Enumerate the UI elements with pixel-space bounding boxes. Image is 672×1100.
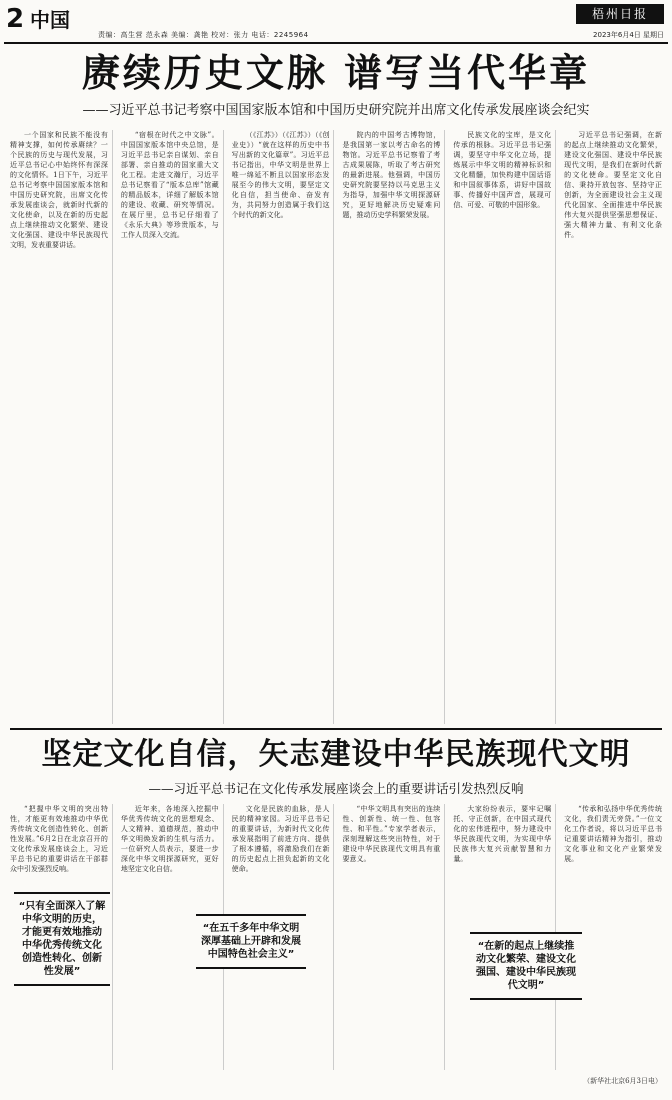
article-dateline: （新华社北京6月3日电）	[583, 1077, 662, 1085]
article1-column	[453, 130, 556, 724]
article2-column	[342, 804, 445, 1070]
article1-paragraph: （《江苏》）（《江苏》）（《创业史》）“就在这样的历史中书写出新的文化篇章”。习近平总书记指出，中华文明是世界上唯一绵延不断且以国家形态发展至今的伟大文明，要坚定文化自信，担当使命、奋发有为，共同努力创造属于我们这个时代的新文化。	[231, 131, 330, 219]
newspaper-logo: 梧州日报	[576, 4, 664, 24]
article1-column	[564, 130, 662, 724]
article2-paragraph: 文化是民族的血脉，是人民的精神家园。习近平总书记的重要讲话，为新时代文化传承发展指明了前进方向、提供了根本遵循，将激励我们在新的历史起点上担负起新的文化使命。	[231, 805, 330, 873]
article2-paragraph: 近年来，各地深入挖掘中华优秀传统文化的思想观念、人文精神、道德规范，推动中华文明焕发新的生机与活力。一位研究人员表示，要进一步深化中华文明探源研究，更好地坚定文化自信。	[120, 805, 219, 873]
pull-quote-3: “在新的起点上继续推动文化繁荣、建设文化强国、建设中华民族现代文明”	[470, 932, 582, 1000]
article1-paragraph: 习近平总书记强调，在新的起点上继续推动文化繁荣，建设文化强国、建设中华民族现代文明，是我们在新时代新的文化使命。要坚定文化自信、秉持开放包容、坚持守正创新，为全面建设社会主义现代化国家、全面推进中华民族伟大复兴提供坚强思想保证、强大精神力量、有利文化条件。	[564, 131, 662, 239]
article2-subtitle: ——习近平总书记在文化传承发展座谈会上的重要讲话引发热烈反响	[148, 781, 524, 796]
pull-quote-1: “只有全面深入了解中华文明的历史，才能更有效地推动中华优秀传统文化创造性转化、创新性发展”	[14, 892, 110, 986]
article1-paragraph: 一个国家和民族不能没有精神支撑，如何传承赓续？一个民族的历史与现代发展，习近平总书记心中始终怀有深深的文化情怀。1日下午，习近平总书记考察中国国家版本馆和中国历史研究院，出席文化传承发展座谈会，就新时代新的文化使命，以及在新的历史起点上继续推动文化繁荣、建设文化强国、建设中华民族现代文明，发表重要讲话。	[10, 131, 108, 249]
pull-quote-2: “在五千多年中华文明深厚基础上开辟和发展中国特色社会主义”	[196, 914, 306, 969]
article1-column	[121, 130, 224, 724]
article2-paragraph: “传承和弘扬中华优秀传统文化，我们责无旁贷。”一位文化工作者说，将以习近平总书记重要讲话精神为指引，推动文化事业和文化产业繁荣发展。	[564, 805, 662, 863]
newspaper-header	[4, 2, 668, 44]
article1-column	[342, 130, 445, 724]
article2-paragraph: 大家纷纷表示，要牢记嘱托、守正创新，在中国式现代化的宏伟进程中，努力建设中华民族现代文明，为实现中华民族伟大复兴贡献智慧和力量。	[453, 805, 552, 863]
article2-paragraph: “把握中华文明的突出特性，才能更有效地推动中华优秀传统文化创造性转化、创新性发展。”6月2日在北京召开的文化传承发展座谈会上，习近平总书记的重要讲话在干部群众中引发强烈反响。	[10, 805, 108, 873]
section-name: 中国	[30, 8, 70, 32]
article1-title: 赓续历史文脉 谱写当代华章	[81, 50, 591, 95]
article1-paragraph: 院内的中国考古博物馆，是我国第一家以考古命名的博物馆。习近平总书记察看了考古成果展陈，听取了考古研究的最新进展。他强调，中国历史研究院要坚持以马克思主义为指导，加强中华文明探源研究，更好地解决历史疑难问题，推动历史学科繁荣发展。	[342, 131, 441, 219]
page-number: 2	[6, 4, 25, 34]
staff-line: 责编：高生营 范永森 美编：龚艳 校对：张力 电话：2245964	[98, 31, 309, 39]
issue-date: 2023年6月4日 星期日	[593, 31, 664, 39]
article1-paragraph: 民族文化的宝库，是文化传承的根脉。习近平总书记强调，要坚守中华文化立场，提炼展示中华文明的精神标识和文化精髓，加快构建中国话语和中国叙事体系，讲好中国故事、传播好中国声音，展现可信、可爱、可敬的中国形象。	[453, 131, 552, 209]
article1-body	[10, 130, 662, 724]
article2-title: 坚定文化自信，矢志建设中华民族现代文明	[41, 737, 631, 772]
article2-paragraph: “中华文明具有突出的连续性、创新性、统一性、包容性、和平性。”专家学者表示，深刻理解这些突出特性，对于建设中华民族现代文明具有重要意义。	[342, 805, 441, 863]
article1-column	[10, 130, 113, 724]
article1-column	[232, 130, 335, 724]
section-divider	[10, 728, 662, 730]
article1-paragraph: “宿根在时代之中文脉”。中国国家版本馆中央总馆，是习近平总书记亲自谋划、亲自部署、亲自推动的国家重大文化工程。走进文瀚厅，习近平总书记察看了“版本总库”馆藏的精品版本，详细了解版本馆的建设、收藏、研究等情况。在展厅里，总书记仔细看了《永乐大典》等珍贵版本，与工作人员深入交流。	[120, 131, 219, 239]
article1-subtitle: ——习近平总书记考察中国国家版本馆和中国历史研究院并出席文化传承发展座谈会纪实	[82, 103, 590, 118]
